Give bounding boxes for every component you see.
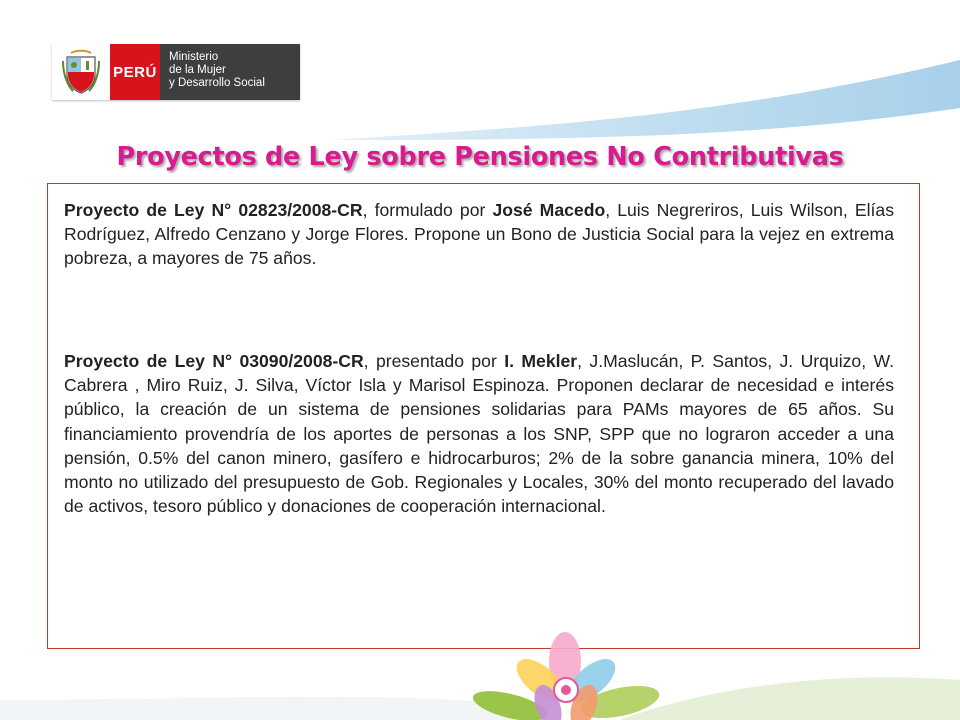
coat-of-arms-icon xyxy=(52,44,110,100)
bill-02823-text-a: , formulado por xyxy=(362,200,493,220)
bill-02823-author: José Macedo xyxy=(492,200,606,220)
slide-title: Proyectos de Ley sobre Pensiones No Contributivas xyxy=(116,142,844,172)
ministry-line-1: Ministerio xyxy=(169,51,219,63)
ministry-line-3: y Desarrollo Social xyxy=(169,77,265,89)
paragraph-bill-03090 xyxy=(64,349,894,518)
bill-03090-text-a: , presentado por xyxy=(363,351,505,371)
flower-decoration-icon xyxy=(470,632,660,720)
bill-03090-author: I. Mekler xyxy=(504,351,578,371)
paragraph-bill-02823 xyxy=(64,198,894,271)
bill-03090-text-b: , J.Maslucán, P. Santos, J. Urquizo, W. Cabrera , Miro Ruiz, J. Silva, Víctor Isla y Marisol Espinoza. Proponen declarar de necesidad e interés público, la creación de un sistema de pensiones solidarias para PAMs mayores de 65 años. Su financiamiento provendría de los aportes de personas a los SNP, SPP que no lograron acceder a una pensión, 0.5% del canon minero, gasífero e hidrocarburos; 2% de la sobre ganancia minera, 10% del monto no utilizado del presupuesto de Gob. Regionales y Locales, 30% del monto recuperado del lavado de activos, tesoro público y donaciones de cooperación internacional. xyxy=(64,351,894,517)
bill-03090-title: Proyecto de Ley N° 03090/2008-CR xyxy=(64,351,364,371)
ministry-name xyxy=(160,44,300,100)
bill-02823-title: Proyecto de Ley N° 02823/2008-CR xyxy=(64,200,363,220)
bill-02823-text-b: , Luis Negreriros, Luis Wilson, Elías Rodríguez, Alfredo Cenzano y Jorge Flores. Propone un Bono de Justicia Social para la vejez en extrema pobreza, a mayores de 75 años. xyxy=(64,200,895,269)
country-label: PERÚ xyxy=(110,44,160,100)
ministry-logo xyxy=(52,44,300,100)
ministry-line-2: de la Mujer xyxy=(169,64,226,76)
